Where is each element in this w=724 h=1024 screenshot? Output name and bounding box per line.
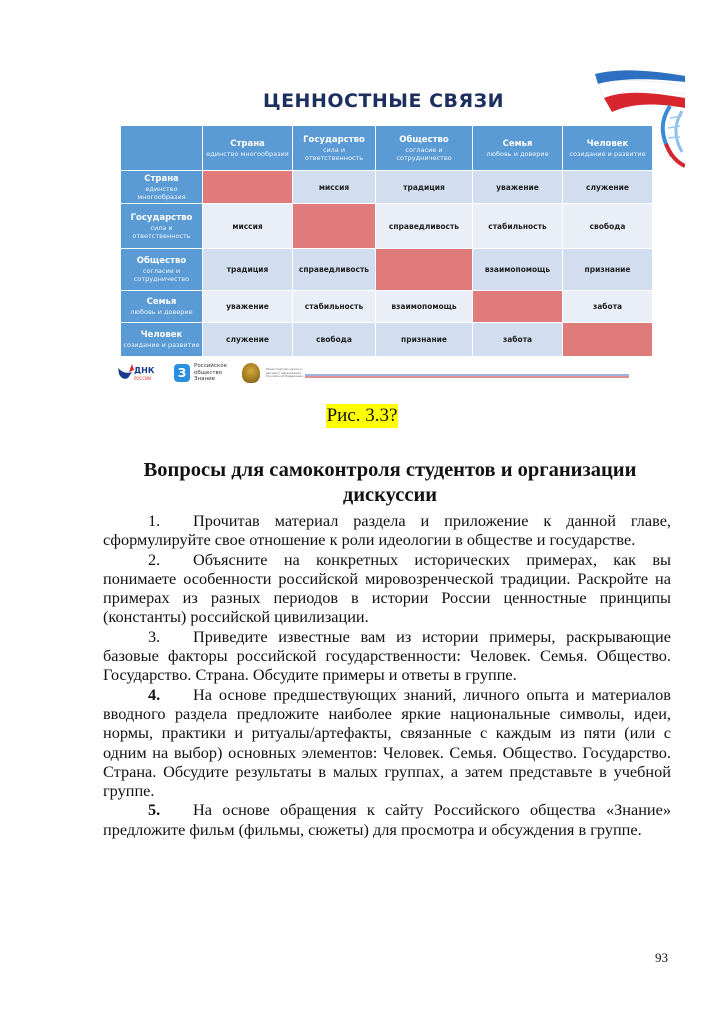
table-cell: справедливость (293, 249, 376, 291)
table-cell: забота (473, 323, 563, 357)
diagonal-cell (473, 291, 563, 323)
row-header: Общество согласие и сотрудничество (121, 249, 203, 291)
question-item (103, 550, 671, 627)
table-cell: свобода (563, 204, 653, 249)
column-header: Общество согласие и сотрудничество (376, 126, 473, 171)
diagonal-cell (203, 171, 293, 204)
values-figure (110, 62, 685, 392)
corner-cell (121, 126, 203, 171)
diagonal-cell (376, 249, 473, 291)
question-text: Приведите известные вам из истории примеры, раскрывающие базовые факторы российской государственности: Человек. Семья. Общество. Государство. Страна. Обсудите примеры и ответы в группе. (103, 626, 671, 685)
question-number: 2. (148, 549, 161, 569)
table-cell: признание (376, 323, 473, 357)
coat-of-arms-icon (242, 363, 260, 383)
table-header-row (121, 126, 653, 171)
question-number: 1. (148, 511, 161, 530)
table-cell: уважение (203, 291, 293, 323)
column-header: Семья любовь и доверие (473, 126, 563, 171)
table-cell: служение (203, 323, 293, 357)
ministry-logo-text: Министерство науки и высшего образования Российской Федерации (266, 367, 304, 378)
flag-divider (305, 374, 629, 378)
table-cell: стабильность (293, 291, 376, 323)
column-header: Страна единство многообразия (203, 126, 293, 171)
question-number: 5. (148, 800, 161, 820)
question-item (103, 685, 671, 801)
table-cell: стабильность (473, 204, 563, 249)
partner-logos (116, 360, 676, 390)
question-text: На основе предшествующих знаний, личного опыта и материалов вводного раздела предложите наиболее яркие национальные символы, идеи, нормы, практики и ритуалы/артефакты, связанные с каждым из пяти (или с одним на выбор) основных элементов: Человек. Семья. Общество. Государство. Страна. Обсудите результаты в малых группах, а затем представьте в учебной группе. (103, 684, 671, 801)
table-cell: миссия (293, 171, 376, 204)
table-cell: традиция (376, 171, 473, 204)
column-header: Человек созидание и развитие (563, 126, 653, 171)
znanie-logo-text: Российское общество Знание (194, 363, 227, 382)
dnk-russia-logo: ДНК РОССИИ (116, 362, 160, 386)
question-item (103, 800, 671, 839)
table-row (121, 323, 653, 357)
values-matrix-table (120, 125, 653, 357)
figure-caption: Рис. 3.3? (326, 405, 398, 426)
row-header: Страна единство многообразия (121, 171, 203, 204)
table-cell: признание (563, 249, 653, 291)
table-cell: свобода (293, 323, 376, 357)
question-item (103, 627, 671, 685)
diagonal-cell (563, 323, 653, 357)
page-number: 93 (655, 950, 668, 965)
bird-icon (116, 362, 136, 386)
table-row (121, 204, 653, 249)
diagonal-cell (293, 204, 376, 249)
section-heading: Вопросы для самоконтроля студентов и организации дискуссии (143, 459, 637, 506)
question-text: Прочитав материал раздела и приложение к данной главе, сформулируйте свое отношение к роли идеологии в обществе и государстве. (103, 511, 671, 550)
znanie-logo-icon: З (174, 364, 190, 382)
questions-list (103, 511, 671, 839)
table-cell: миссия (203, 204, 293, 249)
table-cell: уважение (473, 171, 563, 204)
table-cell: справедливость (376, 204, 473, 249)
question-number: 4. (148, 684, 161, 704)
table-cell: забота (563, 291, 653, 323)
figure-title: ЦЕННОСТНЫЕ СВЯЗИ (262, 90, 505, 112)
question-text: На основе обращения к сайту Российского общества «Знание» предложите фильм (фильмы, сюжеты) для просмотра и обсуждения в группе. (103, 800, 671, 839)
table-cell: служение (563, 171, 653, 204)
table-cell: традиция (203, 249, 293, 291)
table-cell: взаимопомощь (473, 249, 563, 291)
row-header: Государство сила и ответственность (121, 204, 203, 249)
table-row (121, 249, 653, 291)
row-header: Человек созидание и развитие (121, 323, 203, 357)
table-cell: взаимопомощь (376, 291, 473, 323)
column-header: Государство сила и ответственность (293, 126, 376, 171)
question-item (103, 511, 671, 550)
question-text: Объясните на конкретных исторических примерах, как вы понимаете особенности российской мировозренческой традиции. Раскройте на примерах из разных периодов в истории России ценностные принципы (константы) российской цивилизации. (103, 549, 671, 627)
table-row (121, 171, 653, 204)
question-number: 3. (148, 626, 161, 646)
table-row (121, 291, 653, 323)
row-header: Семья любовь и доверие (121, 291, 203, 323)
